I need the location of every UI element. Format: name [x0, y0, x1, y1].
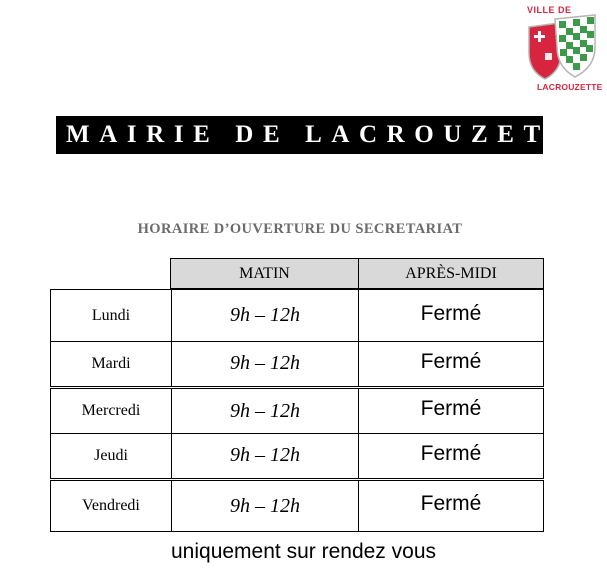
afternoon-hours-cell: Fermé [420, 441, 482, 465]
table-header-row [50, 258, 544, 289]
afternoon-hours-cell: Fermé [420, 349, 482, 373]
morning-hours-cell: 9h – 12h [172, 290, 359, 341]
afternoon-hours-cell: Fermé [420, 301, 482, 325]
morning-hours-cell: 9h – 12h [172, 389, 359, 433]
page-title: MAIRIE DE LACROUZETTE [66, 121, 603, 148]
header-afternoon: APRÈS-MIDI [358, 258, 544, 289]
morning-hours-cell: 9h – 12h [172, 341, 359, 386]
morning-hours-cell: 9h – 12h [172, 481, 359, 531]
table-row [50, 388, 544, 434]
table-row [50, 433, 544, 479]
table-row [50, 341, 544, 387]
appointment-note: uniquement sur rendez vous [171, 540, 436, 563]
morning-hours-cell: 9h – 12h [172, 433, 359, 478]
afternoon-hours-cell: Fermé [420, 397, 482, 420]
page-title-banner [56, 116, 603, 154]
day-cell: Lundi [51, 290, 172, 341]
table-row [50, 289, 544, 342]
schedule-subtitle: HORAIRE D’OUVERTURE DU SECRETARIAT [137, 221, 463, 237]
town-logo [521, 5, 603, 93]
logo-bottom-text: LACROUZETTE [537, 82, 603, 92]
logo-top-text: VILLE DE [527, 5, 572, 15]
day-cell: Jeudi [51, 433, 172, 478]
day-cell: Vendredi [51, 481, 172, 531]
day-cell: Mercredi [51, 389, 172, 433]
opening-hours-table [50, 258, 544, 517]
day-cell: Mardi [51, 341, 172, 386]
afternoon-hours-cell: Fermé [420, 492, 482, 515]
table-row [50, 480, 544, 532]
coat-of-arms-icon [525, 13, 599, 83]
header-morning: MATIN [170, 258, 359, 289]
